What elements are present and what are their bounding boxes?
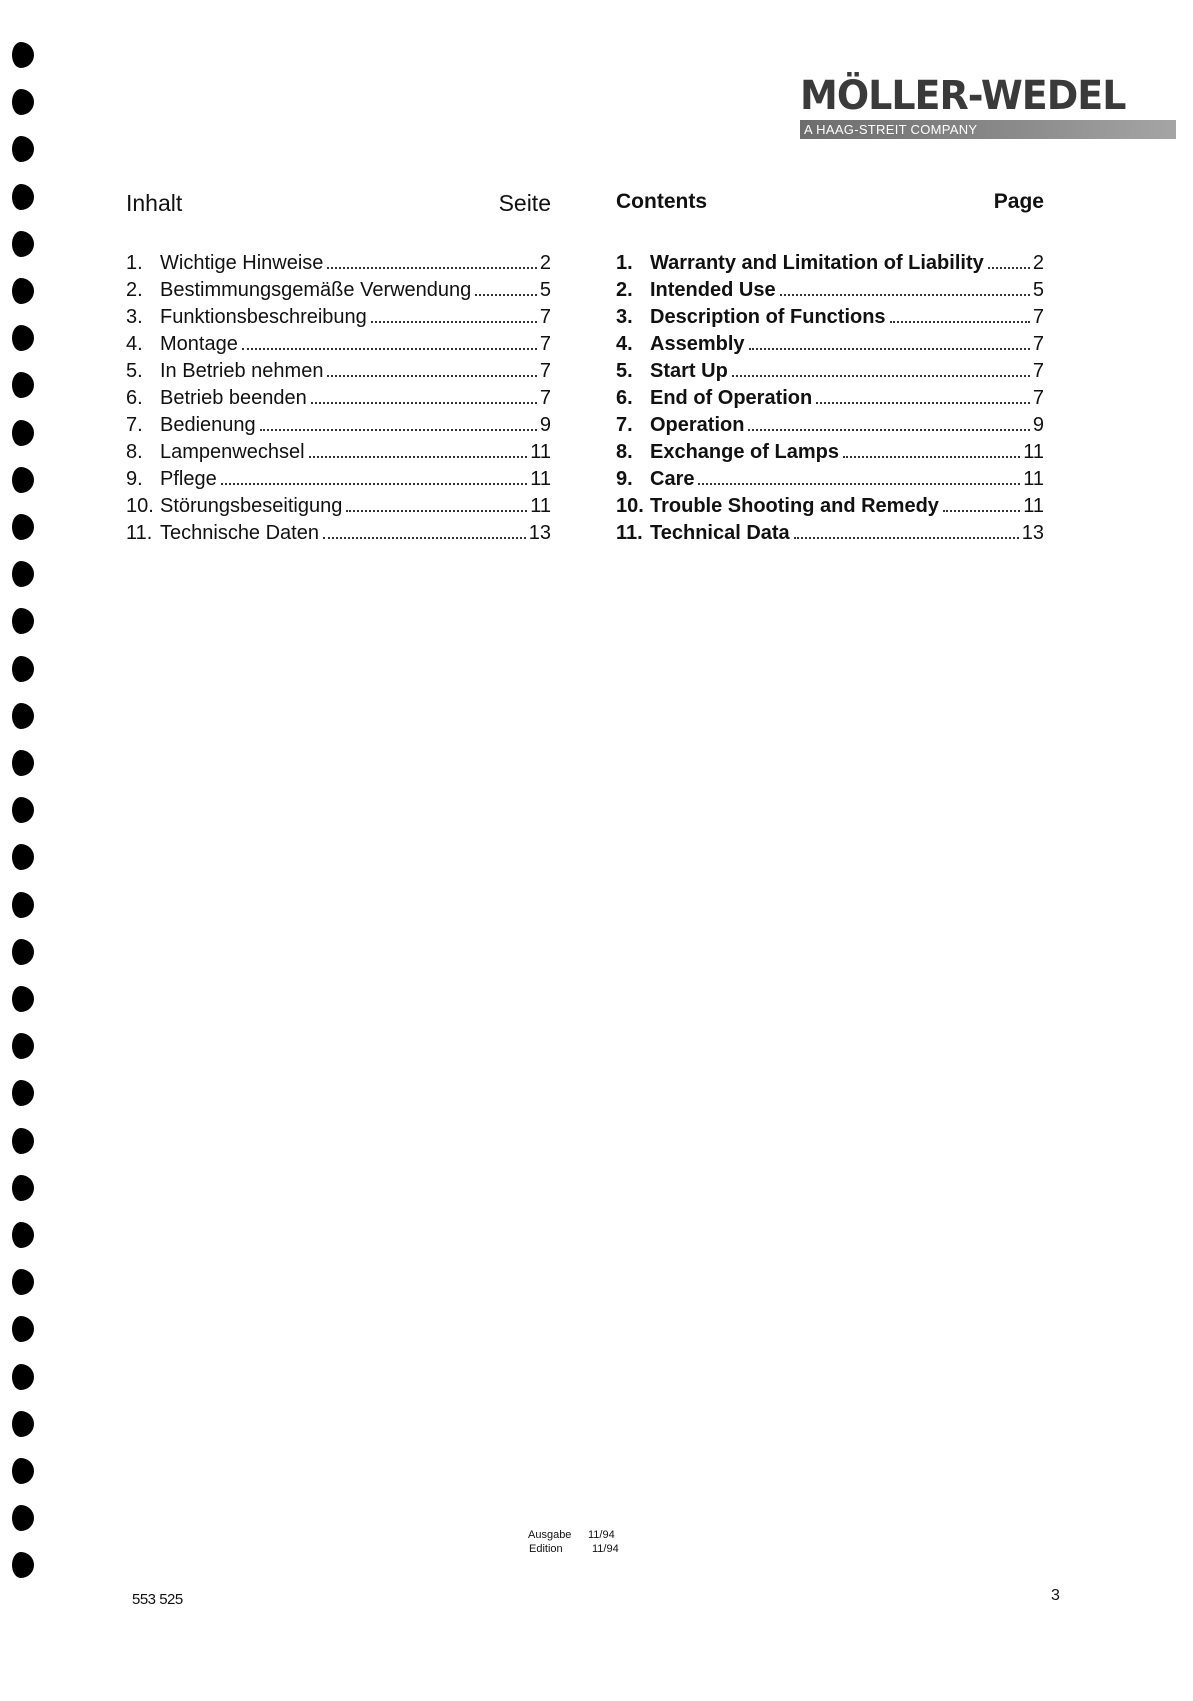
toc-entry [616,468,1044,495]
logo-brand: MÖLLER-WEDEL [800,72,1126,119]
company-logo [800,72,1176,139]
toc-german-list [126,252,551,549]
punch-hole [12,608,34,634]
toc-entry-number: 8. [126,441,143,463]
toc-dot-leader [943,509,1020,512]
toc-entry-number: 11. [616,522,643,544]
toc-dot-leader [988,266,1030,269]
punch-hole [12,844,34,870]
toc-entry-page: 7 [539,333,551,355]
toc-entry [616,306,1044,333]
toc-dot-leader [890,320,1030,323]
toc-dot-leader [327,266,536,269]
punch-hole [12,89,34,115]
toc-entry-page: 13 [528,522,551,544]
punch-hole [12,1269,34,1295]
punch-hole [12,1411,34,1437]
toc-entry-page: 11 [1023,468,1044,490]
toc-entry-number: 2. [616,279,633,301]
punch-hole [12,467,34,493]
toc-entry-title: Care [650,468,695,490]
toc-german [126,190,551,549]
toc-entry-title: Lampenwechsel [160,441,305,463]
toc-entry-page: 7 [539,360,551,382]
toc-entry-number: 7. [616,414,633,436]
toc-entry-number: 8. [616,441,633,463]
punch-hole [12,42,34,68]
toc-entry-number: 2. [126,279,143,301]
punch-hole [12,514,34,540]
toc-entry-title: Betrieb beenden [160,387,307,409]
toc-dot-leader [475,293,537,296]
toc-entry [126,414,551,441]
toc-entry-title: Wichtige Hinweise [160,252,324,274]
toc-entry-title: Operation [650,414,745,436]
toc-entry-page: 5 [539,279,551,301]
punch-hole [12,561,34,587]
toc-english-list [616,252,1044,549]
toc-entry-page: 2 [1032,252,1044,274]
toc-dot-leader [749,347,1030,350]
toc-entry [616,333,1044,360]
toc-entry-number: 6. [616,387,633,409]
toc-entry-number: 3. [616,306,633,328]
toc-entry-number: 4. [126,333,143,355]
punch-hole [12,231,34,257]
toc-entry-page: 9 [539,414,551,436]
edition-info [528,1528,619,1556]
toc-entry [126,522,551,549]
toc-entry-title: Technical Data [650,522,790,544]
toc-entry [616,522,1044,549]
toc-entry-number: 11. [126,522,153,544]
toc-entry-page: 11 [1023,441,1044,463]
toc-entry-number: 10. [126,495,154,517]
toc-entry-title: Funktionsbeschreibung [160,306,367,328]
punch-hole [12,1458,34,1484]
toc-entry-title: End of Operation [650,387,813,409]
toc-dot-leader [780,293,1030,296]
toc-entry-number: 3. [126,306,143,328]
toc-entry-page: 7 [539,306,551,328]
punch-hole [12,1080,34,1106]
toc-entry-number: 1. [126,252,143,274]
punch-hole [12,1364,34,1390]
toc-entry-title: Pflege [160,468,217,490]
toc-entry-page: 7 [1032,360,1044,382]
toc-english-page-heading: Page [993,190,1044,213]
toc-entry-number: 5. [616,360,633,382]
toc-entry-number: 7. [126,414,143,436]
toc-entry-title: Technische Daten [160,522,319,544]
punch-hole [12,656,34,682]
toc-entry-title: Intended Use [650,279,776,301]
toc-entry [126,495,551,522]
toc-entry-number: 10. [616,495,644,517]
punch-hole [12,1505,34,1531]
toc-entry [616,360,1044,387]
toc-dot-leader [323,536,526,539]
toc-dot-leader [242,347,537,350]
punch-hole [12,939,34,965]
punch-hole [12,1033,34,1059]
toc-dot-leader [327,374,536,377]
edition-label-de: Ausgabe [528,1529,572,1541]
toc-dot-leader [698,482,1020,485]
toc-entry-number: 1. [616,252,633,274]
toc-dot-leader [843,455,1020,458]
punch-hole [12,1128,34,1154]
punch-hole [12,797,34,823]
toc-english [616,190,1044,549]
punch-hole [12,372,34,398]
toc-entry-number: 4. [616,333,633,355]
toc-dot-leader [794,536,1019,539]
punch-hole [12,1316,34,1342]
edition-row-de [528,1528,619,1542]
toc-entry [126,279,551,306]
toc-entry [616,279,1044,306]
toc-entry [616,495,1044,522]
edition-row-en [528,1542,619,1556]
toc-entry-title: Trouble Shooting and Remedy [650,495,939,517]
punch-hole [12,703,34,729]
toc-entry-title: Description of Functions [650,306,886,328]
toc-entry [616,414,1044,441]
toc-english-heading: Contents [616,190,707,213]
punch-hole [12,1552,34,1578]
toc-entry [126,387,551,414]
toc-dot-leader [221,482,528,485]
toc-entry [126,360,551,387]
toc-entry-title: Montage [160,333,238,355]
toc-entry-title: Störungsbeseitigung [160,495,343,517]
toc-entry-page: 7 [1032,306,1044,328]
punch-hole [12,1175,34,1201]
toc-german-header [126,190,551,230]
toc-dot-leader [260,428,537,431]
toc-entry [616,387,1044,414]
edition-value-en: 11/94 [592,1543,619,1555]
toc-entry [126,441,551,468]
punch-hole [12,1222,34,1248]
toc-entry-page: 11 [530,441,551,463]
toc-entry-page: 13 [1021,522,1044,544]
punch-hole [12,184,34,210]
toc-german-heading: Inhalt [126,190,183,216]
toc-entry [126,252,551,279]
toc-entry [126,333,551,360]
edition-label-en: Edition [529,1543,563,1555]
toc-dot-leader [309,455,528,458]
logo-tagline: A HAAG-STREIT COMPANY [800,120,1176,139]
toc-entry-page: 11 [1023,495,1044,517]
toc-english-header [616,190,1044,230]
toc-entry-page: 7 [1032,387,1044,409]
toc-entry-title: Bestimmungsgemäße Verwendung [160,279,472,301]
toc-entry [616,252,1044,279]
punch-hole [12,986,34,1012]
toc-entry-page: 7 [1032,333,1044,355]
punch-hole [12,420,34,446]
toc-entry-number: 5. [126,360,143,382]
punch-hole [12,325,34,351]
toc-entry-title: Bedienung [160,414,256,436]
toc-dot-leader [748,428,1029,431]
toc-entry [616,441,1044,468]
toc-entry-page: 11 [530,468,551,490]
punch-hole [12,136,34,162]
page-number: 3 [1051,1587,1060,1604]
toc-entry-number: 9. [126,468,143,490]
toc-entry-page: 2 [539,252,551,274]
toc-dot-leader [732,374,1030,377]
toc-entry-page: 7 [539,387,551,409]
toc-german-page-heading: Seite [498,190,551,216]
toc-entry-page: 9 [1032,414,1044,436]
toc-entry-title: Start Up [650,360,728,382]
toc-dot-leader [346,509,527,512]
punch-hole [12,892,34,918]
toc-entry-page: 5 [1032,279,1044,301]
toc-entry-number: 6. [126,387,143,409]
punch-hole [12,750,34,776]
toc-dot-leader [816,401,1030,404]
toc-entry-title: Exchange of Lamps [650,441,839,463]
toc-entry-title: Warranty and Limitation of Liability [650,252,984,274]
toc-entry-title: Assembly [650,333,745,355]
toc-entry-page: 11 [530,495,551,517]
toc-entry [126,468,551,495]
toc-entry-number: 9. [616,468,633,490]
punch-hole [12,278,34,304]
toc-entry-title: In Betrieb nehmen [160,360,324,382]
edition-value-de: 11/94 [588,1529,615,1541]
toc-dot-leader [371,320,537,323]
document-number: 553 525 [132,1591,183,1608]
toc-dot-leader [311,401,537,404]
binder-holes [0,0,40,1701]
toc-entry [126,306,551,333]
